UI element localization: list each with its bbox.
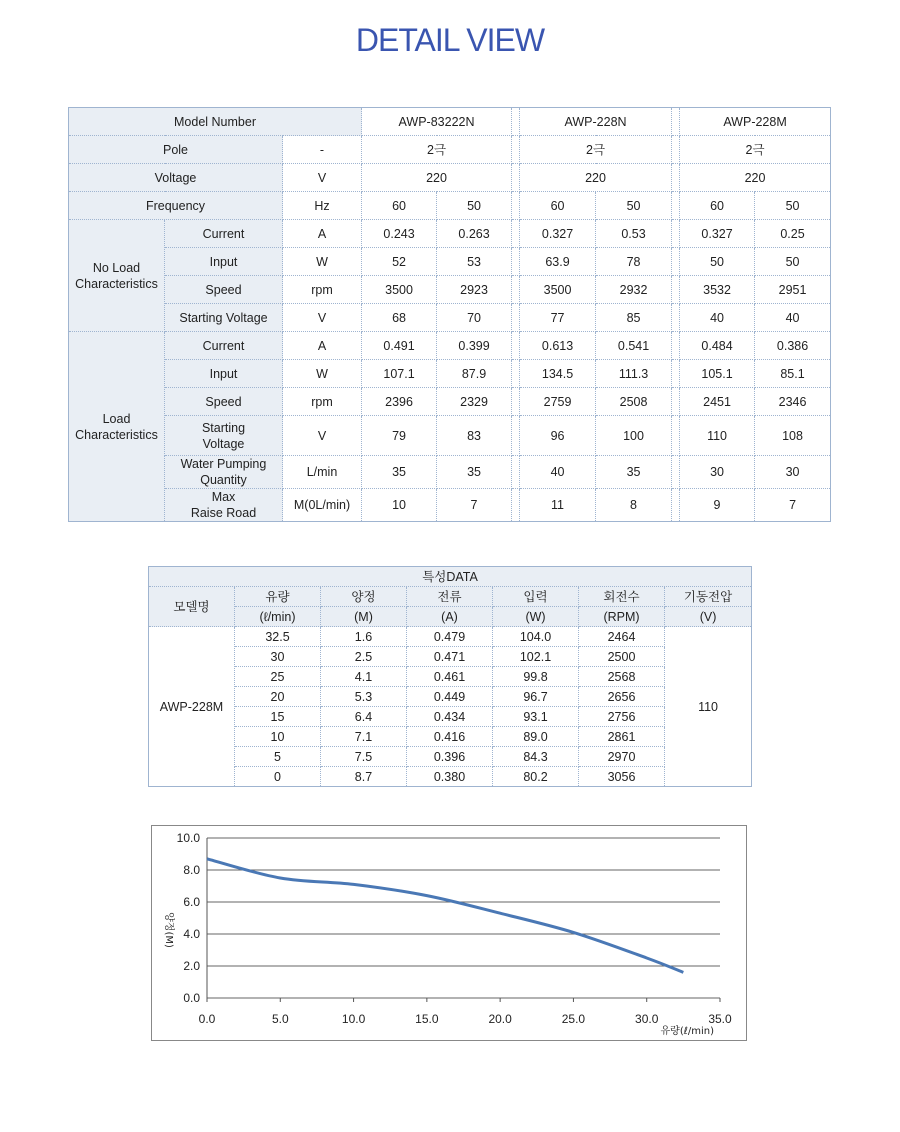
- y-axis-label: 양정(M): [163, 912, 174, 948]
- cell-value: 0.491: [362, 332, 437, 360]
- x-tick-label: 25.0: [561, 1012, 586, 1026]
- cell-value: 30: [755, 456, 831, 489]
- model-name: AWP-228M: [680, 108, 831, 136]
- pole-unit: -: [283, 136, 362, 164]
- column-unit: (M): [321, 607, 407, 627]
- cell-value: 0.25: [755, 220, 831, 248]
- cell-value: 10: [235, 727, 321, 747]
- cell-value: 2759: [520, 388, 596, 416]
- data-title-row: [149, 567, 752, 587]
- cell-value: 9: [680, 489, 755, 522]
- cell-value: 32.5: [235, 627, 321, 647]
- frequency-value: 50: [437, 192, 512, 220]
- frequency-value: 50: [755, 192, 831, 220]
- cell-value: 35: [437, 456, 512, 489]
- cell-value: 7: [755, 489, 831, 522]
- cell-value: 0.613: [520, 332, 596, 360]
- voltage-value: 220: [680, 164, 831, 192]
- cell-value: 2346: [755, 388, 831, 416]
- column-header: 전류: [407, 587, 493, 607]
- cell-value: 0.449: [407, 687, 493, 707]
- no-load-label-line1: No Load: [92, 260, 141, 275]
- cell-value: 2656: [579, 687, 665, 707]
- x-tick-label: 0.0: [198, 1012, 216, 1026]
- no-load-group-label: [69, 220, 165, 332]
- row-label-line2: Voltage: [202, 436, 245, 451]
- pole-label: Pole: [69, 136, 283, 164]
- pole-value: 2극: [680, 136, 831, 164]
- column-header: 유량: [235, 587, 321, 607]
- y-tick-label: 0.0: [183, 991, 200, 1005]
- table-row: [149, 667, 752, 687]
- cell-value: 96.7: [493, 687, 579, 707]
- frequency-value: 60: [362, 192, 437, 220]
- row-unit: M(0L/min): [283, 489, 362, 522]
- row-unit: A: [283, 332, 362, 360]
- row-label: Input: [165, 248, 283, 276]
- cell-value: 79: [362, 416, 437, 456]
- characteristic-data-table: [148, 566, 752, 787]
- cell-value: 0.541: [596, 332, 672, 360]
- no-load-current-row: [69, 220, 831, 248]
- y-tick-label: 2.0: [183, 959, 200, 973]
- cell-value: 7.5: [321, 747, 407, 767]
- table-row: [149, 647, 752, 667]
- cell-value: 3056: [579, 767, 665, 787]
- cell-value: 7: [437, 489, 512, 522]
- row-unit: W: [283, 360, 362, 388]
- cell-value: 2464: [579, 627, 665, 647]
- load-water-pumping-row: [69, 456, 831, 489]
- row-unit: rpm: [283, 276, 362, 304]
- cell-value: 5.3: [321, 687, 407, 707]
- no-load-starting-voltage-row: [69, 304, 831, 332]
- no-load-input-row: [69, 248, 831, 276]
- cell-value: 70: [437, 304, 512, 332]
- table-row: [149, 707, 752, 727]
- cell-value: 0.53: [596, 220, 672, 248]
- frequency-label: Frequency: [69, 192, 283, 220]
- chart-svg: [152, 826, 748, 1042]
- cell-value: 83: [437, 416, 512, 456]
- cell-value: 40: [680, 304, 755, 332]
- cell-value: 10: [362, 489, 437, 522]
- load-max-raise-row: [69, 489, 831, 522]
- cell-value: 2951: [755, 276, 831, 304]
- spec-table: [68, 107, 831, 522]
- cell-value: 2932: [596, 276, 672, 304]
- row-label: [165, 489, 283, 522]
- cell-value: 87.9: [437, 360, 512, 388]
- y-tick-label: 6.0: [183, 895, 200, 909]
- cell-value: 104.0: [493, 627, 579, 647]
- cell-value: 2568: [579, 667, 665, 687]
- cell-value: 2396: [362, 388, 437, 416]
- row-unit: W: [283, 248, 362, 276]
- column-unit: (W): [493, 607, 579, 627]
- cell-value: 0.396: [407, 747, 493, 767]
- load-group-label: [69, 332, 165, 522]
- pole-value: 2극: [520, 136, 672, 164]
- cell-value: 134.5: [520, 360, 596, 388]
- cell-value: 4.1: [321, 667, 407, 687]
- column-unit: (RPM): [579, 607, 665, 627]
- cell-value: 80.2: [493, 767, 579, 787]
- row-label: Speed: [165, 276, 283, 304]
- data-table-title: 특성DATA: [149, 567, 752, 587]
- model-number-label: Model Number: [69, 108, 362, 136]
- model-row: [69, 108, 831, 136]
- cell-value: 84.3: [493, 747, 579, 767]
- y-tick-label: 8.0: [183, 863, 200, 877]
- cell-value: 8: [596, 489, 672, 522]
- y-tick-label: 4.0: [183, 927, 200, 941]
- load-speed-row: [69, 388, 831, 416]
- cell-value: 2329: [437, 388, 512, 416]
- load-label-line2: Characteristics: [75, 427, 158, 442]
- cell-value: 11: [520, 489, 596, 522]
- y-tick-label: 10.0: [176, 831, 200, 845]
- cell-value: 0.416: [407, 727, 493, 747]
- cell-value: 0.461: [407, 667, 493, 687]
- cell-value: 2451: [680, 388, 755, 416]
- row-label-line1: Water Pumping: [180, 457, 267, 471]
- cell-value: 111.3: [596, 360, 672, 388]
- cell-value: 108: [755, 416, 831, 456]
- frequency-value: 50: [596, 192, 672, 220]
- page-title: DETAIL VIEW: [355, 22, 545, 58]
- cell-value: 85.1: [755, 360, 831, 388]
- cell-value: 0.380: [407, 767, 493, 787]
- cell-value: 1.6: [321, 627, 407, 647]
- cell-value: 96: [520, 416, 596, 456]
- cell-value: 0.399: [437, 332, 512, 360]
- model-header: 모델명: [149, 587, 235, 627]
- frequency-unit: Hz: [283, 192, 362, 220]
- cell-value: 35: [596, 456, 672, 489]
- cell-value: 102.1: [493, 647, 579, 667]
- frequency-row: [69, 192, 831, 220]
- cell-value: 30: [680, 456, 755, 489]
- load-label-line1: Load: [102, 411, 131, 426]
- data-header-row: [149, 587, 752, 607]
- cell-value: 2500: [579, 647, 665, 667]
- column-header: 입력: [493, 587, 579, 607]
- cell-value: 0.386: [755, 332, 831, 360]
- load-input-row: [69, 360, 831, 388]
- voltage-value: 220: [520, 164, 672, 192]
- frequency-value: 60: [520, 192, 596, 220]
- column-header: 회전수: [579, 587, 665, 607]
- cell-value: 3532: [680, 276, 755, 304]
- cell-value: 2861: [579, 727, 665, 747]
- table-row: [149, 687, 752, 707]
- cell-value: 25: [235, 667, 321, 687]
- voltage-value: 220: [362, 164, 512, 192]
- cell-value: 7.1: [321, 727, 407, 747]
- cell-value: 0.434: [407, 707, 493, 727]
- x-tick-label: 5.0: [271, 1012, 289, 1026]
- x-tick-label: 10.0: [341, 1012, 366, 1026]
- cell-value: 35: [362, 456, 437, 489]
- row-label: Starting Voltage: [165, 304, 283, 332]
- row-label-line2: Quantity: [200, 473, 247, 487]
- column-unit: (ℓ/min): [235, 607, 321, 627]
- cell-value: 85: [596, 304, 672, 332]
- no-load-speed-row: [69, 276, 831, 304]
- cell-value: 20: [235, 687, 321, 707]
- cell-value: 40: [755, 304, 831, 332]
- row-label: Speed: [165, 388, 283, 416]
- table-row: [149, 627, 752, 647]
- data-starting-voltage: 110: [665, 627, 752, 787]
- cell-value: 0.327: [520, 220, 596, 248]
- cell-value: 3500: [362, 276, 437, 304]
- x-tick-label: 20.0: [488, 1012, 512, 1026]
- cell-value: 2508: [596, 388, 672, 416]
- cell-value: 2970: [579, 747, 665, 767]
- cell-value: 50: [680, 248, 755, 276]
- cell-value: 6.4: [321, 707, 407, 727]
- table-row: [149, 727, 752, 747]
- pole-row: [69, 136, 831, 164]
- voltage-row: [69, 164, 831, 192]
- cell-value: 52: [362, 248, 437, 276]
- series-line: [207, 859, 683, 973]
- cell-value: 2.5: [321, 647, 407, 667]
- cell-value: 0.327: [680, 220, 755, 248]
- row-label: [165, 456, 283, 489]
- cell-value: 2923: [437, 276, 512, 304]
- row-unit: A: [283, 220, 362, 248]
- head-flow-chart: [151, 825, 747, 1041]
- row-label: Input: [165, 360, 283, 388]
- voltage-unit: V: [283, 164, 362, 192]
- model-name: AWP-228N: [520, 108, 672, 136]
- x-tick-label: 30.0: [635, 1012, 659, 1026]
- row-unit: rpm: [283, 388, 362, 416]
- cell-value: 110: [680, 416, 755, 456]
- row-unit: V: [283, 416, 362, 456]
- cell-value: 2756: [579, 707, 665, 727]
- frequency-value: 60: [680, 192, 755, 220]
- cell-value: 0.471: [407, 647, 493, 667]
- data-model-name: AWP-228M: [149, 627, 235, 787]
- load-current-row: [69, 332, 831, 360]
- cell-value: 99.8: [493, 667, 579, 687]
- cell-value: 0.243: [362, 220, 437, 248]
- cell-value: 5: [235, 747, 321, 767]
- cell-value: 0.484: [680, 332, 755, 360]
- cell-value: 107.1: [362, 360, 437, 388]
- cell-value: 3500: [520, 276, 596, 304]
- model-name: AWP-83222N: [362, 108, 512, 136]
- row-label-line2: Raise Road: [190, 506, 257, 520]
- voltage-label: Voltage: [69, 164, 283, 192]
- cell-value: 8.7: [321, 767, 407, 787]
- column-unit: (V): [665, 607, 752, 627]
- cell-value: 30: [235, 647, 321, 667]
- table-row: [149, 767, 752, 787]
- row-label-line1: Max: [211, 490, 236, 504]
- cell-value: 15: [235, 707, 321, 727]
- load-starting-voltage-row: [69, 416, 831, 456]
- cell-value: 40: [520, 456, 596, 489]
- cell-value: 68: [362, 304, 437, 332]
- x-axis-label: 유량(ℓ/min): [660, 1026, 714, 1037]
- column-header: 양정: [321, 587, 407, 607]
- cell-value: 0: [235, 767, 321, 787]
- no-load-label-line2: Characteristics: [75, 276, 158, 291]
- table-row: [149, 747, 752, 767]
- cell-value: 50: [755, 248, 831, 276]
- data-unit-row: [149, 607, 752, 627]
- pole-value: 2극: [362, 136, 512, 164]
- cell-value: 0.479: [407, 627, 493, 647]
- cell-value: 100: [596, 416, 672, 456]
- cell-value: 93.1: [493, 707, 579, 727]
- cell-value: 89.0: [493, 727, 579, 747]
- row-unit: L/min: [283, 456, 362, 489]
- cell-value: 105.1: [680, 360, 755, 388]
- cell-value: 53: [437, 248, 512, 276]
- cell-value: 0.263: [437, 220, 512, 248]
- x-tick-label: 35.0: [708, 1012, 732, 1026]
- row-label: Current: [165, 220, 283, 248]
- column-unit: (A): [407, 607, 493, 627]
- x-tick-label: 15.0: [415, 1012, 439, 1026]
- cell-value: 78: [596, 248, 672, 276]
- cell-value: 77: [520, 304, 596, 332]
- column-header: 기동전압: [665, 587, 752, 607]
- row-label: Current: [165, 332, 283, 360]
- row-label-line1: Starting: [201, 420, 246, 435]
- cell-value: 63.9: [520, 248, 596, 276]
- row-unit: V: [283, 304, 362, 332]
- row-label: [165, 416, 283, 456]
